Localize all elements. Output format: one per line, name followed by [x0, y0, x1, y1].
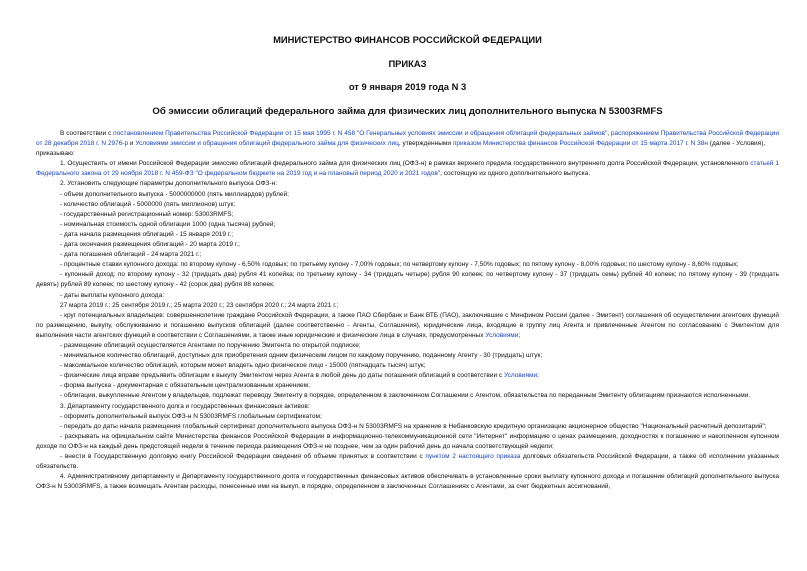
owners-text: - круг потенциальных владельцев: совершеннолетние граждане Российской Федерации, а также ПАО Сбербанк и Банк ВТБ (ПАО), заключившие с Минфином России (далее - Эмитент) соглашения об осуществлении агентских функций по размещению, выкупу, обслуживанию и погашению выпусков облигаций (далее соответственно - Агенты, Соглашения), юридические лица, входящие в группу лиц Агента и привлеченные Агентом по согласованию с Эмитентом для выполнения части агентских функций в соответствии с Соглашениями, а также иные юридические и физические лица в случаях, предусмотренных: [36, 311, 779, 339]
doc-type-heading: ПРИКАЗ: [388, 58, 427, 69]
item-3-d: [36, 452, 779, 472]
param-end-date: - дата окончания размещения облигаций - 20 марта 2019 г.;: [60, 241, 240, 249]
link-conditions-buyback[interactable]: Условиями: [503, 372, 538, 380]
link-federal-law-459[interactable]: статьей 1 Федерального закона от 29 ноября 2018 г. N 459-ФЗ "О федеральном бюджете на 2019 год и на плановый период 2020 и 2021 годов": [36, 160, 779, 178]
item-3-intro: 3. Департаменту государственного долга и государственных финансовых активов:: [60, 402, 310, 410]
item-3-b: - передать до даты начала размещения глобальный сертификат дополнительного выпуска ОФЗ-н N 53003RMFS на хранение в Небанковскую кредитную организацию акционерное общество "Национальный расчетный депозитарий";: [60, 422, 767, 430]
date-number-heading: от 9 января 2019 года N 3: [348, 81, 467, 92]
param-buyback: [36, 371, 779, 381]
preamble-text: и: [128, 140, 136, 148]
param-volume: - объем дополнительного выпуска - 5000000000 (пять миллиардов) рублей;: [60, 190, 289, 198]
document-title: Об эмиссии облигаций федерального займа для физических лиц дополнительного выпуска N 53003RMFS: [152, 106, 663, 117]
item-1-text: 1. Осуществить от имени Российской Федерации эмиссию облигаций федерального займа для физических лиц (ОФЗ-н) в рамках верхнего предела государственного внутреннего долга Российской Федерации, установленного: [60, 160, 751, 168]
param-payment-dates: 27 марта 2019 г.; 25 сентября 2019 г.; 25 марта 2020 г.; 23 сентября 2020 г.; 24 марта 2021 г.;: [60, 301, 339, 309]
param-form: - форма выпуска - документарная с обязательным централизованным хранением;: [60, 382, 310, 390]
param-payment-dates-label: - даты выплаты купонного дохода:: [60, 291, 164, 299]
item-1-paragraph: [36, 159, 779, 179]
link-item-2[interactable]: пунктом 2 настоящего приказа: [425, 453, 521, 460]
item-3-a: - оформить дополнительный выпуск ОФЗ-н N 53003RMFS глобальным сертификатом;: [60, 412, 322, 420]
item-1-text: , состоящую из одного дополнительного выпуска.: [440, 170, 591, 178]
param-owners: [36, 311, 779, 341]
param-max-count: - максимальное количество облигаций, которым может владеть одно физическое лицо - 15000 (пятнадцать тысяч) штук;: [60, 362, 426, 370]
param-coupon-income: - купонный доход: по второму купону - 32 (тридцать два) рубля 41 копейка; по третьему купону - 34 (тридцать четыре) рубля 90 копеек; по четвертому купону - 37 (тридцать семь) рублей 40 копеек; по пятому купону - 39 (тридцать девять) рублей 89 копеек; по шестому купону - 42 (сорок два) рубля 88 копеек;: [36, 271, 779, 289]
owners-text: ;: [518, 331, 521, 339]
document-body: [36, 129, 779, 492]
preamble-text: , утвержденными: [398, 140, 453, 148]
order-word: приказываю:: [36, 150, 75, 158]
link-resolution-458[interactable]: постановлением Правительства Российской Федерации от 15 мая 1995 г. N 458 "О Генеральных условиях эмиссии и обращения облигаций федеральных займов": [113, 130, 608, 137]
param-nominal: - номинальная стоимость одной облигации 1000 (одна тысяча) рублей;: [60, 220, 276, 228]
link-conditions-owners[interactable]: Условиями: [485, 331, 519, 339]
item-4-paragraph: 4. Административному департаменту и Департаменту государственного долга и государственных финансовых активов обеспечивать в установленные сроки выплату купонного дохода и погашение облигаций дополнительного выпуска ОФЗ-н N 53003RMFS, а также возмещать Агентам расходы, понесенные ими на выкуп, в порядке, определенном в заключенных Соглашениях с Агентами, за счет бюджетных ассигнований,: [36, 473, 779, 491]
buyback-text: - физические лица вправе предъявить облигации к выкупу Эмитентом через Агента в любой день до даты погашения облигаций в соответствии с: [60, 372, 504, 380]
preamble-text: (далее - Условия),: [708, 140, 766, 148]
link-conditions[interactable]: Условиями эмиссии и обращения облигаций федерального займа для физических лиц: [135, 140, 399, 148]
param-coupon-rates: - процентные ставки купонного дохода: по второму купону - 6,50% годовых; по третьему купону - 7,00% годовых; по четвертому купону - 7,50% годовых; по пятому купону - 8,00% годовых; по шестому купону - 8,60% годовых;: [60, 261, 739, 269]
param-count: - количество облигаций - 5000000 (пять миллионов) штук;: [60, 200, 236, 208]
param-maturity-date: - дата погашения облигаций - 24 марта 2021 г.;: [60, 251, 202, 259]
param-min-count: - минимальное количество облигаций, доступных для приобретения одним физическим лицом по каждому поручению, поданному Агенту - 30 (тридцать) штук;: [60, 352, 543, 360]
ministry-heading: МИНИСТЕРСТВО ФИНАНСОВ РОССИЙСКОЙ ФЕДЕРАЦИИ: [273, 34, 542, 45]
param-placement: - размещение облигаций осуществляется Агентами по поручению Эмитента по открытой подписке;: [60, 341, 361, 349]
preamble-text: В соответствии с: [60, 130, 114, 137]
item-3-c: - раскрывать на официальном сайте Министерства финансов Российской Федерации в информационно-телекоммуникационной сети "Интернет" информацию о ценах размещения, доходностях к погашению и накопленном купонном доходе по ОФЗ-н на каждый день предстоящей недели в течение периода размещения ОФЗ-н не позднее, чем за один рабочий день до начала соответствующей недели;: [36, 432, 779, 450]
preamble-paragraph: [36, 129, 779, 149]
param-start-date: - дата начала размещения облигаций - 15 января 2019 г.;: [60, 230, 234, 238]
param-repurchased: - облигации, выкупленные Агентом у владельцев, подлежат переводу Эмитенту в порядке, определенном в заключенном Соглашении с Агентом, обязательства по переданным Эмитенту облигациям признаются исполненными.: [60, 392, 751, 400]
preamble-text: ,: [607, 130, 611, 137]
link-order-38n[interactable]: приказом Министерства финансов Российской Федерации от 15 марта 2017 г. N 38н: [452, 140, 708, 148]
item-3-d-text: долговых обязательств Российской Федерации, а также об исполнении указанных обязательств.: [36, 453, 779, 471]
item-3-d-text: - внести в Государственную долговую книгу Российской Федерации сведения об объеме принятых в соответствии с: [60, 453, 426, 460]
buyback-text: ;: [537, 372, 539, 380]
param-regnum: - государственный регистрационный номер: 53003RMFS;: [60, 210, 234, 218]
item-2-intro: 2. Установить следующие параметры дополнительного выпуска ОФЗ-н:: [60, 180, 277, 188]
link-order-2976r[interactable]: распоряжением Правительства Российской Федерации от 28 декабря 2018 г. N 2976-р: [36, 130, 779, 148]
